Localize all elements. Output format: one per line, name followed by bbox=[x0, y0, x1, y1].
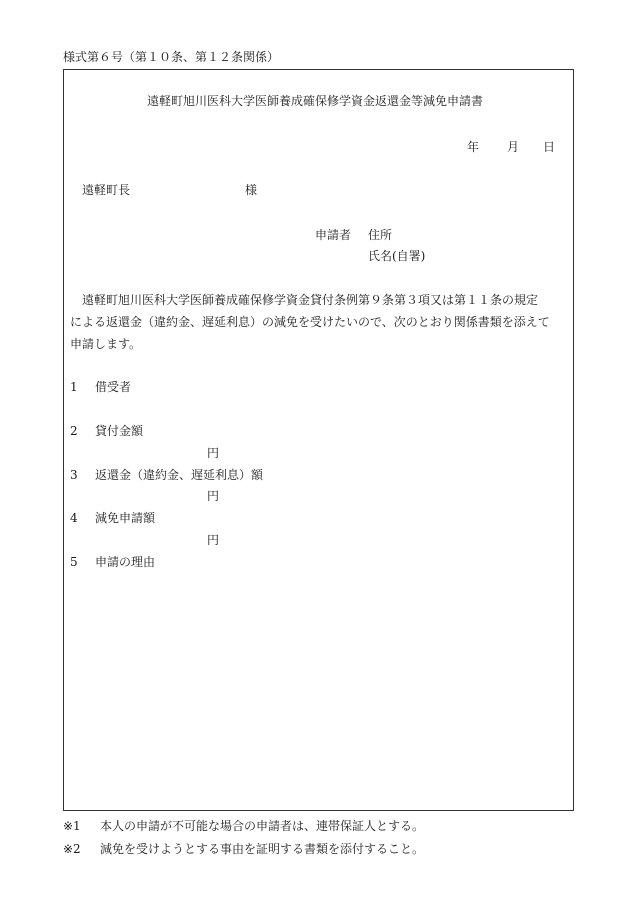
note-2-text: 減免を受けようとする事由を証明する書類を添付すること。 bbox=[100, 842, 425, 856]
date-day-label: 日 bbox=[543, 140, 556, 154]
item-3-number: 3 bbox=[70, 468, 78, 482]
applicant-address-label: 住所 bbox=[368, 228, 393, 242]
item-2-label: 貸付金額 bbox=[95, 424, 144, 438]
addressee-honorific: 様 bbox=[245, 183, 258, 197]
note-2-mark: ※2 bbox=[63, 842, 81, 856]
item-4-number: 4 bbox=[70, 511, 78, 525]
form-title: 遠軽町旭川医科大学医師養成確保修学資金返還金等減免申請書 bbox=[146, 94, 483, 108]
item-5-number: 5 bbox=[70, 555, 78, 569]
item-1-label: 借受者 bbox=[95, 380, 132, 394]
form-number: 様式第６号（第１０条、第１２条関係） bbox=[63, 50, 280, 64]
item-3-unit: 円 bbox=[207, 489, 220, 503]
date-month-label: 月 bbox=[507, 140, 520, 154]
body-line-2: による返還金（違約金、遅延利息）の減免を受けたいので、次のとおり関係書類を添えて bbox=[70, 315, 550, 329]
form-frame bbox=[63, 69, 574, 811]
item-1-number: 1 bbox=[70, 380, 78, 394]
item-4-unit: 円 bbox=[207, 533, 220, 547]
item-3-label: 返還金（違約金、遅延利息）額 bbox=[95, 468, 264, 482]
body-line-3: 申請します。 bbox=[70, 337, 142, 351]
applicant-label: 申請者 bbox=[315, 228, 352, 242]
item-2-number: 2 bbox=[70, 424, 78, 438]
item-5-label: 申請の理由 bbox=[95, 555, 156, 569]
note-1-mark: ※1 bbox=[63, 819, 81, 833]
item-4-label: 減免申請額 bbox=[95, 511, 156, 525]
body-line-1: 遠軽町旭川医科大学医師養成確保修学資金貸付条例第９条第３項又は第１１条の規定 bbox=[82, 293, 539, 307]
date-year-label: 年 bbox=[467, 140, 480, 154]
note-1-text: 本人の申請が不可能な場合の申請者は、連帯保証人とする。 bbox=[100, 819, 425, 833]
addressee-name: 遠軽町長 bbox=[82, 183, 131, 197]
item-2-unit: 円 bbox=[207, 446, 220, 460]
applicant-name-label: 氏名(自署) bbox=[368, 249, 426, 263]
